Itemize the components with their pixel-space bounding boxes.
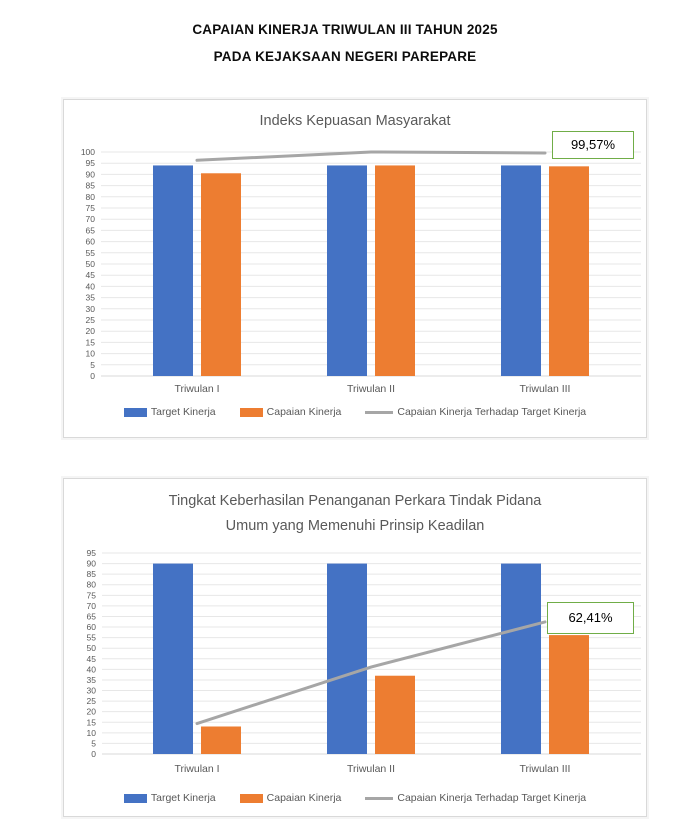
chart-title-line: Tingkat Keberhasilan Penanganan Perkara Tindak Pidana [168,493,542,509]
y-axis-tick-label: 80 [86,579,96,590]
chart-title-line: Umum yang Memenuhi Prinsip Keadilan [225,518,485,534]
y-axis-tick-label: 95 [85,158,95,169]
y-axis-tick-label: 25 [86,696,96,707]
legend-label: Capaian Kinerja Terhadap Target Kinerja [397,792,587,804]
y-axis-tick-label: 85 [86,569,96,580]
bar-target-kinerja [501,564,541,754]
y-axis-tick-label: 40 [86,664,96,675]
y-axis-tick-label: 75 [86,590,96,601]
y-axis-tick-label: 20 [86,706,96,717]
y-axis-tick-label: 50 [85,259,95,269]
y-axis-tick-label: 25 [85,315,95,325]
legend-item-target-kinerja [124,792,216,804]
legend-bar-swatch [124,794,147,803]
legend-label: Target Kinerja [150,792,216,804]
chart-title [64,489,646,539]
y-axis-tick-label: 15 [85,337,95,348]
ratio-line [197,152,545,160]
legend-label: Target Kinerja [150,406,216,418]
y-axis-tick-label: 70 [86,600,96,611]
legend-item-capaian-kinerja-terhadap-target-kinerja [365,406,586,418]
page-title [0,16,690,70]
category-label: Triwulan II [346,383,396,395]
chart-card-indeks-kepuasan [63,99,647,438]
legend-item-target-kinerja [124,406,216,418]
chart-legend [64,406,646,418]
page-title-line2: PADA KEJAKSAAN NEGERI PAREPARE [213,49,477,64]
y-axis-tick-label: 90 [86,558,96,569]
y-axis-tick-label: 30 [85,303,95,314]
legend-item-capaian-kinerja [240,792,342,804]
y-axis-tick-label: 65 [85,225,95,236]
y-axis-tick-label: 50 [86,643,96,654]
page-title-line1: CAPAIAN KINERJA TRIWULAN III TAHUN 2025 [192,22,498,37]
y-axis-tick-label: 35 [85,292,95,303]
bar-capaian-kinerja [375,165,415,376]
annotation-box: 62,41% [547,602,634,634]
y-axis-tick-label: 85 [85,180,95,191]
bar-target-kinerja [327,165,367,376]
chart-title-line: Indeks Kepuasan Masyarakat [259,113,451,129]
category-label: Triwulan III [519,383,571,395]
legend-item-capaian-kinerja [240,406,342,418]
y-axis-tick-label: 10 [85,348,95,359]
category-label: Triwulan I [174,763,220,775]
y-axis-tick-label: 20 [85,326,95,337]
y-axis-tick-label: 35 [86,674,96,685]
bar-target-kinerja [501,165,541,376]
y-axis-tick-label: 45 [85,270,95,281]
y-axis-tick-label: 5 [90,359,95,370]
legend-bar-swatch [240,794,263,803]
category-label: Triwulan I [174,383,220,395]
y-axis-tick-label: 10 [86,727,96,738]
y-axis-tick-label: 70 [85,214,95,225]
bar-capaian-kinerja [201,726,241,754]
legend-label: Capaian Kinerja [266,406,342,418]
legend-line-swatch [365,411,393,414]
y-axis-tick-label: 30 [86,685,96,696]
y-axis-tick-label: 90 [85,169,95,180]
annotation-box: 99,57% [552,131,634,159]
y-axis-tick-label: 75 [85,203,95,213]
bar-target-kinerja [153,564,193,754]
bar-capaian-kinerja [549,635,589,754]
legend-label: Capaian Kinerja [266,792,342,804]
legend-bar-swatch [124,408,147,417]
bar-target-kinerja [327,564,367,754]
bar-target-kinerja [153,165,193,376]
bar-capaian-kinerja [375,676,415,754]
bar-capaian-kinerja [549,166,589,376]
legend-bar-swatch [240,408,263,417]
legend-line-swatch [365,797,393,800]
category-label: Triwulan II [346,763,396,775]
bar-capaian-kinerja [201,173,241,376]
y-axis-tick-label: 0 [91,749,96,759]
y-axis-tick-label: 55 [86,632,96,643]
category-label: Triwulan III [519,763,571,775]
y-axis-tick-label: 100 [80,147,95,157]
y-axis-tick-label: 0 [90,371,95,381]
y-axis-tick-label: 40 [85,281,95,292]
y-axis-tick-label: 95 [86,548,96,558]
y-axis-tick-label: 60 [85,236,95,247]
legend-item-capaian-kinerja-terhadap-target-kinerja [365,792,586,804]
chart-card-tingkat-keberhasilan [63,478,647,817]
y-axis-tick-label: 15 [86,717,96,728]
legend-label: Capaian Kinerja Terhadap Target Kinerja [397,406,587,418]
y-axis-tick-label: 60 [86,622,96,633]
y-axis-tick-label: 5 [91,738,96,749]
y-axis-tick-label: 80 [85,191,95,202]
y-axis-tick-label: 65 [86,611,96,622]
y-axis-tick-label: 45 [86,653,96,664]
chart-legend [64,792,646,804]
y-axis-tick-label: 55 [85,247,95,258]
